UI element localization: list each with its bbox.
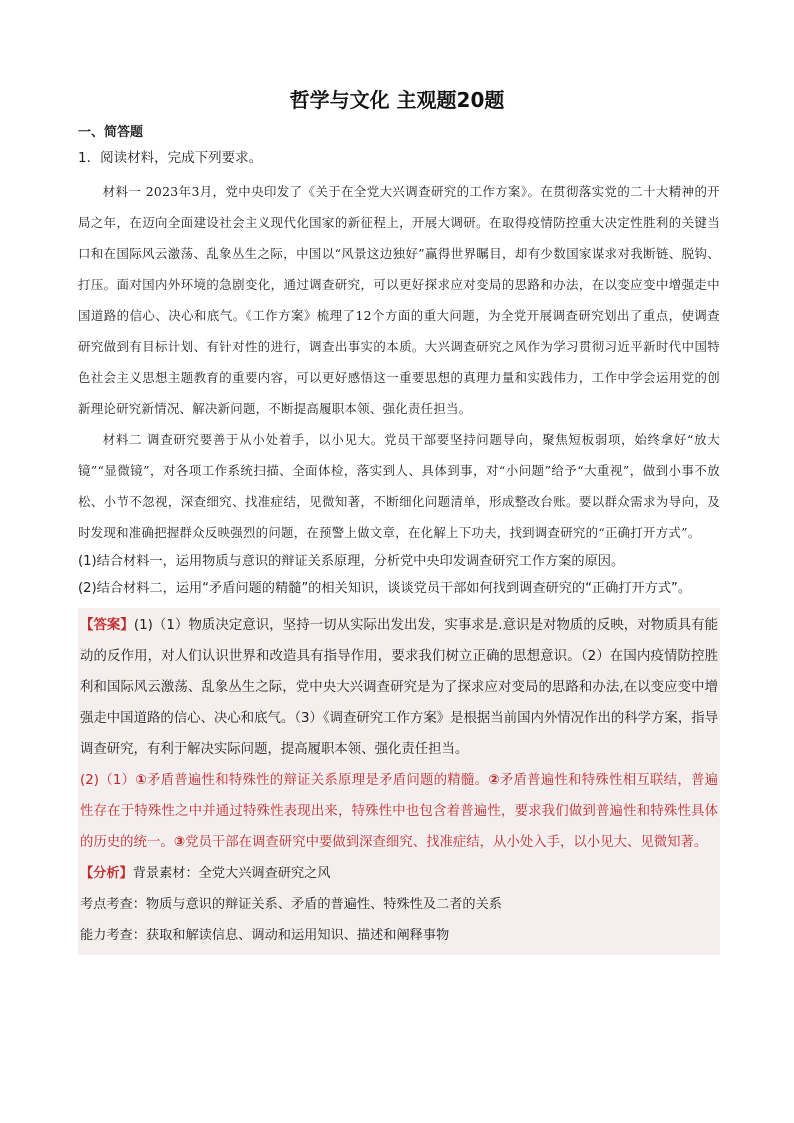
circled-2-marker: ② xyxy=(488,773,500,788)
section-heading: 一、简答题 xyxy=(78,125,144,140)
ability-line: 能力考查：获取和解读信息、调动和运用知识、描述和阐释事物 xyxy=(80,928,450,943)
page-title: 哲学与文化 主观题20题 xyxy=(289,88,505,112)
question-prompt: 1．阅读材料，完成下列要求。 xyxy=(78,150,263,166)
answer-box xyxy=(78,608,720,955)
analysis-line xyxy=(80,858,718,889)
answer-2-point-1: 矛盾普遍性和特殊性的辩证关系原理是矛盾问题的精髓。 xyxy=(146,773,489,788)
answer-part-2 xyxy=(80,765,718,858)
exam-points-line: 考点考查：物质与意识的辩证关系、矛盾的普遍性、特殊性及二者的关系 xyxy=(80,897,502,912)
answer-2-prefix: (2)（1） xyxy=(80,773,136,788)
material-two: 材料二 调查研究要善于从小处着手，以小见大。党员干部要坚持问题导向，聚焦短板弱项，始终拿好“放大镜”“显微镜”，对各项工作系统扫描、全面体检，落实到人、具体到事，对“小问题”给予“大重视”，做到小事不放松、小节不忽视，深查细究、找准症结，见微知著，不断细化问题清单，形成整改台账。要以群众需求为导向，及时发现和准确把握群众反映强烈的问题，在预警上做文章，在化解上下功夫，找到调查研究的“正确打开方式”。 xyxy=(78,432,720,540)
circled-1-marker: ① xyxy=(135,773,147,788)
analysis-text: 背景素材：全党大兴调查研究之风 xyxy=(132,866,331,881)
material-one: 材料一 2023年3月，党中央印发了《关于在全党大兴调查研究的工作方案》。在贯彻落实党的二十大精神的开局之年，在迈向全面建设社会主义现代化国家的新征程上，开展大调研。在取得疫情防控重大决定性胜利的关键当口和在国际风云激荡、乱象丛生之际，中国以“风景这边独好”赢得世界瞩目，却有少数国家谋求对我断链、脱钩、打压。面对国内外环境的急剧变化，通过调查研究，可以更好探求应对变局的思路和办法，在以变应变中增强走中国道路的信心、决心和底气。《工作方案》梳理了12个方面的重大问题，为全党开展调查研究划出了重点，使调查研究做到有目标计划、有针对性的进行，调查出事实的本质。大兴调查研究之风作为学习贯彻习近平新时代中国特色社会主义思想主题教育的重要内容，可以更好感悟这一重要思想的真理力量和实践伟力，工作中学会运用党的创新理论研究新情况、解决新问题，不断提高履职本领、强化责任担当。 xyxy=(78,184,720,416)
document-body xyxy=(78,121,720,955)
answer-part-1 xyxy=(80,610,718,765)
answer-tag: 【答案】 xyxy=(80,618,134,633)
sub-question-1: (1)结合材料一，运用物质与意识的辩证关系原理，分析党中央印发调查研究工作方案的原因。 xyxy=(78,554,625,569)
answer-1-text: (1)（1）物质决定意识，坚持一切从实际出发出发，实事求是.意识是对物质的反映，对物质具有能动的反作用，对人们认识世界和改造具有指导作用，要求我们树立正确的思想意识。（2）在国内疫情防控胜利和国际风云激荡、乱象丛生之际，党中央大兴调查研究是为了探求应对变局的思路和办法,在以变应变中增强走中国道路的信心、决心和底气。（3）《调查研究工作方案》是根据当前国内外情况作出的科学方案，指导调查研究，有利于解决实际问题，提高履职本领、强化责任担当。 xyxy=(80,618,718,757)
sub-question-2: (2)结合材料二，运用“矛盾问题的精髓”的相关知识，谈谈党员干部如何找到调查研究的“正确打开方式”。 xyxy=(78,581,692,596)
answer-2-point-2: 矛盾普遍性和特殊性相互联结，普遍性存在于特殊性之中并通过特殊性表现出来，特殊性中也包含着普遍性，要求我们做到普遍性和特殊性具体的历史的统一。 xyxy=(80,773,719,850)
circled-3-marker: ③ xyxy=(173,835,186,850)
answer-2-point-3: 党员干部在调查研究中要做到深查细究、找准症结，从小处入手，以小见大、见微知著。 xyxy=(185,835,708,850)
analysis-tag: 【分析】 xyxy=(80,866,133,881)
